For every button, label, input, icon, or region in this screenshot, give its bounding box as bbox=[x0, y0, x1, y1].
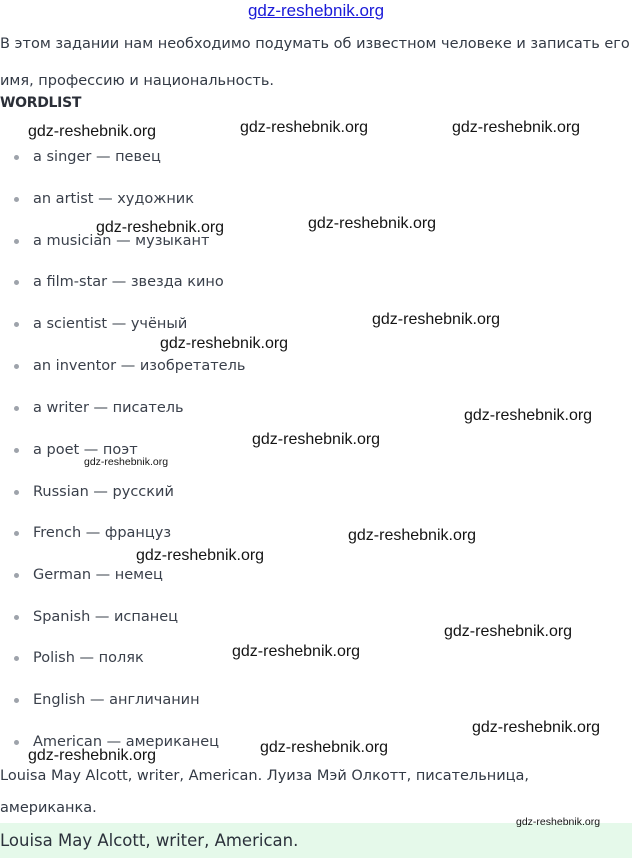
list-item-text: an inventor — изобретатель bbox=[33, 358, 246, 374]
bullet-icon bbox=[14, 406, 19, 411]
bullet-icon bbox=[14, 280, 19, 285]
bullet-icon bbox=[14, 364, 19, 369]
answer-text: Louisa May Alcott, writer, American. Луиза Мэй Олкотт, писательница, американка. bbox=[0, 768, 530, 816]
bullet-icon bbox=[14, 656, 19, 661]
bullet-icon bbox=[14, 615, 19, 620]
answer-highlight-text: Louisa May Alcott, writer, American. bbox=[0, 831, 299, 850]
bullet-icon bbox=[14, 239, 19, 244]
bullet-icon bbox=[14, 740, 19, 745]
watermark: gdz-reshebnik.org bbox=[472, 719, 601, 736]
answer-box bbox=[0, 823, 632, 858]
watermark: gdz-reshebnik.org bbox=[452, 119, 581, 136]
watermark: gdz-reshebnik.org bbox=[28, 747, 157, 764]
bullet-icon bbox=[14, 197, 19, 202]
watermark: gdz-reshebnik.org bbox=[516, 816, 601, 828]
list-item-text: French — француз bbox=[33, 525, 172, 541]
bullet-icon bbox=[14, 490, 19, 495]
watermark: gdz-reshebnik.org bbox=[84, 456, 169, 468]
watermark: gdz-reshebnik.org bbox=[444, 623, 573, 640]
watermark: gdz-reshebnik.org bbox=[96, 219, 225, 236]
site-link[interactable]: gdz-reshebnik.org bbox=[247, 1, 385, 20]
list-item-text: an artist — художник bbox=[33, 191, 194, 207]
list-item-text: Polish — поляк bbox=[33, 650, 144, 666]
watermark: gdz-reshebnik.org bbox=[28, 123, 157, 140]
list-item-text: a musician — музыкант bbox=[33, 233, 210, 249]
list-item-text: German — немец bbox=[33, 567, 163, 583]
list-item-text: a poet — поэт bbox=[33, 442, 138, 458]
watermark: gdz-reshebnik.org bbox=[232, 643, 361, 660]
watermark: gdz-reshebnik.org bbox=[372, 311, 501, 328]
list-item-text: a singer — певец bbox=[33, 149, 161, 165]
list-item-text: a writer — писатель bbox=[33, 400, 184, 416]
watermark: gdz-reshebnik.org bbox=[160, 335, 289, 352]
bullet-icon bbox=[14, 573, 19, 578]
watermark: gdz-reshebnik.org bbox=[464, 407, 593, 424]
list-item-text: a film-star — звезда кино bbox=[33, 274, 224, 290]
intro-text: В этом задании нам необходимо подумать об известном человеке и записать его имя, профессию и национальность. bbox=[0, 36, 630, 89]
bullet-icon bbox=[14, 448, 19, 453]
watermark: gdz-reshebnik.org bbox=[308, 215, 437, 232]
wordlist-title: WORDLIST bbox=[0, 95, 82, 111]
list-item-text: Russian — русский bbox=[33, 484, 174, 500]
watermark: gdz-reshebnik.org bbox=[252, 431, 381, 448]
list-item-text: a scientist — учёный bbox=[33, 316, 188, 332]
bullet-icon bbox=[14, 322, 19, 327]
watermark: gdz-reshebnik.org bbox=[260, 739, 389, 756]
watermark: gdz-reshebnik.org bbox=[136, 547, 265, 564]
bullet-icon bbox=[14, 155, 19, 160]
watermark: gdz-reshebnik.org bbox=[348, 527, 477, 544]
watermark: gdz-reshebnik.org bbox=[240, 119, 369, 136]
list-item-text: Spanish — испанец bbox=[33, 609, 179, 625]
bullet-icon bbox=[14, 531, 19, 536]
bullet-icon bbox=[14, 698, 19, 703]
list-item-text: American — американец bbox=[33, 734, 220, 750]
list-item-text: English — англичанин bbox=[33, 692, 200, 708]
